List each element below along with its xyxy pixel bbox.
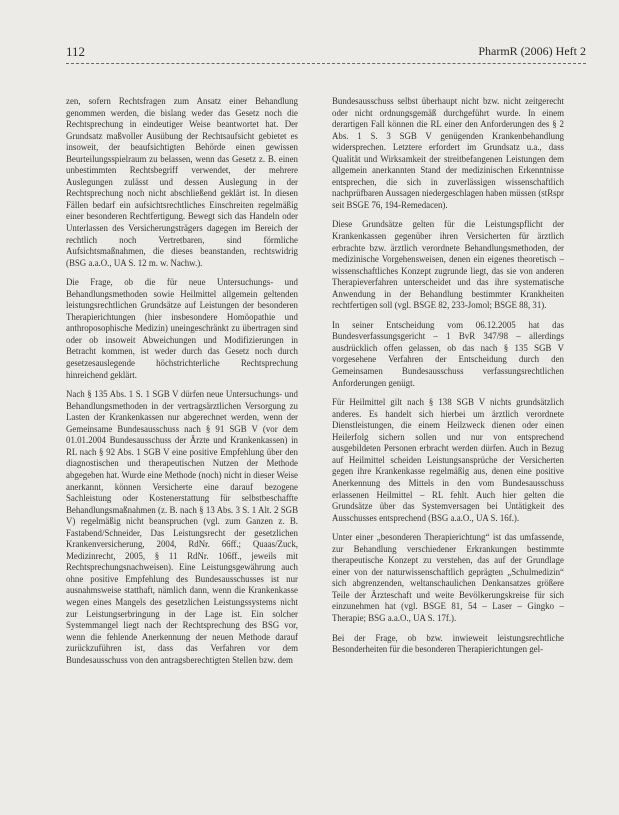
paragraph: In seiner Entscheidung vom 06.12.2005 hat das Bundesverfassungsgericht – 1 BvR 347/98 – allerdings ausdrücklich offen gelassen, ob das nach § 135 SGB V vorgesehene Verfahren der Entscheidung durch den Gemeinsamen Bundesausschuss verfassungsrechtlichen Anforderungen genügt. xyxy=(332,319,564,388)
right-column xyxy=(332,96,564,664)
paragraph: Für Heilmittel gilt nach § 138 SGB V nichts grundsätzlich anderes. Es handelt sich hierbei um ärztlich verordnete Dienstleistungen, die einem Heilzweck dienen oder einen Heilerfolg sichern sollen und nur von entsprechend ausgebildeten Personen erbracht werden dürfen. Auch in Bezug auf Heilmittel scheiden Leistungsansprüche der Versicherten gegen ihre Krankenkasse regelmäßig aus, denen eine positive Anerkennung des Mittels in den vom Bundesausschuss erlassenen Heilmittel – RL fehlt. Auch hier gelten die Grundsätze über das Systemversagen bei Untätigkeit des Ausschusses entsprechend (BSG a.a.O., UA S. 16f.). xyxy=(332,397,564,523)
header-rule xyxy=(66,63,586,64)
journal-citation: PharmR (2006) Heft 2 xyxy=(478,44,586,58)
page-number: 112 xyxy=(66,44,86,59)
paragraph: Bundesausschuss selbst überhaupt nicht bzw. nicht zeitgerecht oder nicht ordnungsgemäß durchgeführt wurde. In einem derartigen Fall können die RL einer den Anforderungen des § 2 Abs. 1 S. 3 SGB V genügenden Krankenbehandlung widersprechen. Letztere erfordert im Grundsatz u.a., dass Qualität und Wirksamkeit der streitbefangenen Leistungen dem allgemein anerkannten Stand der medizinischen Erkenntnisse entsprechen, die sich in zuverlässigen wissenschaftlich nachprüfbaren Aussagen niedergeschlagen haben müssen (stRspr seit BSGE 76, 194-Remedacen). xyxy=(332,96,564,210)
paragraph: Die Frage, ob die für neue Untersuchungs- und Behandlungsmethoden sowie Heilmittel allgemein geltenden leistungsrechtlichen Grundsätze auf Leistungen der besonderen Therapierichtungen (hier insbesondere Homöopathie und anthroposophische Medizin) uneingeschränkt zu übertragen sind oder ob insoweit Abweichungen und Modifizierungen in Betracht kommen, ist weder durch das Gesetz noch durch gesetzesauslegende höchstrichterliche Rechtsprechung hinreichend geklärt. xyxy=(66,277,298,380)
paragraph: Bei der Frage, ob bzw. inwieweit leistungsrechtliche Besonderheiten für die besonderen Therapierichtungen gel- xyxy=(332,632,564,655)
paragraph: zen, sofern Rechtsfragen zum Ansatz einer Behandlung genommen werden, die bislang weder das Gesetz noch die Rechtsprechung in eindeutiger Weise beantwortet hat. Der Grundsatz maßvoller Ausübung der Rechtsaufsicht gebietet es insoweit, der beaufsichtigten Behörde einen gewissen Beurteilungsspielraum zu belassen, wenn das Gesetz z. B. einen unbestimmten Rechtsbegriff verwendet, der mehrere Auslegungen zulässt und dessen Auslegung in der Rechtsprechung noch nicht abschließend geklärt ist. In diesen Fällen bedarf ein aufsichtsrechtliches Einschreiten regelmäßig einer besonderen Rechtfertigung. Bewegt sich das Handeln oder Unterlassen des Versicherungsträgers dagegen im Bereich der rechtlich noch Vertretbaren, sind förmliche Aufsichtsmaßnahmen, die dieses beanstanden, rechtswidrig (BSG a.a.O., UA S. 12 m. w. Nachw.). xyxy=(66,96,298,268)
paragraph: Diese Grundsätze gelten für die Leistungspflicht der Krankenkassen gegenüber ihren Versicherten für ärztlich erbrachte bzw. ärztlich verordnete Behandlungsmethoden, der medizinische Vorgehensweisen, denen ein eigenes theoretisch – wissenschaftliches Konzept zugrunde liegt, das sie von anderen Therapieverfahren unterscheidet und das ihre systematische Anwendung in der Behandlung bestimmter Krankheiten rechtfertigen soll (vgl. BSGE 82, 233-Jomol; BSGE 88, 31). xyxy=(332,219,564,311)
paragraph: Unter einer „besonderen Therapierichtung“ ist das umfassende, zur Behandlung verschiedener Erkrankungen bestimmte therapeutische Konzept zu verstehen, das auf der Grundlage einer von der naturwissenschaftlich geprägten „Schulmedizin“ sich abgrenzenden, weltanschaulichen Denkansatzes größere Teile der Ärzteschaft und weite Bevölkerungskreise für sich einzunehmen hat (vgl. BSGE 81, 54 – Laser – Gingko – Therapie; BSG a.a.O., UA S. 17f.). xyxy=(332,532,564,623)
left-column xyxy=(66,96,298,674)
paragraph: Nach § 135 Abs. 1 S. 1 SGB V dürfen neue Untersuchungs- und Behandlungsmethoden in der vertragsärztlichen Versorgung zu Lasten der Krankenkassen nur abgerechnet werden, wenn der Gemeinsame Bundesausschuss nach § 91 SGB V (vor dem 01.01.2004 Bundesausschuss der Ärzte und Krankenkassen) in RL nach § 92 Abs. 1 SGB V eine positive Empfehlung über den diagnostischen und therapeutischen Nutzen der Methode abgegeben hat. Wurde eine Methode (noch) nicht in dieser Weise anerkannt, können Versicherte eine darauf bezogene Sachleistung oder Kostenerstattung für selbstbeschaffte Behandlungsmaßnahmen (z. B. nach § 13 Abs. 3 S. 1 Alt. 2 SGB V) regelmäßig nicht beanspruchen (vgl. zum Ganzen z. B. Fastabend/Schneider, Das Leistungsrecht der gesetzlichen Krankenversicherung, 2004, RdNr. 66ff.; Quaas/Zuck, Medizinrecht, 2005, § 11 RdNr. 106ff., jeweils mit Rechtsprechungsnachweisen). Eine Leistungsgewährung auch ohne positive Empfehlung des Bundesausschusses ist nur ausnahmsweise statthaft, nämlich dann, wenn die Krankenkasse wegen eines Mangels des gesetzlichen Leistungssystems nicht zur Leistungserbringung in der Lage ist. Ein solcher Systemmangel liegt nach der Rechtsprechung des BSG vor, wenn die fehlende Anerkennung der neuen Methode darauf zurückzuführen ist, dass das Verfahren vor dem Bundesausschuss von den antragsberechtigten Stellen bzw. dem xyxy=(66,389,298,665)
